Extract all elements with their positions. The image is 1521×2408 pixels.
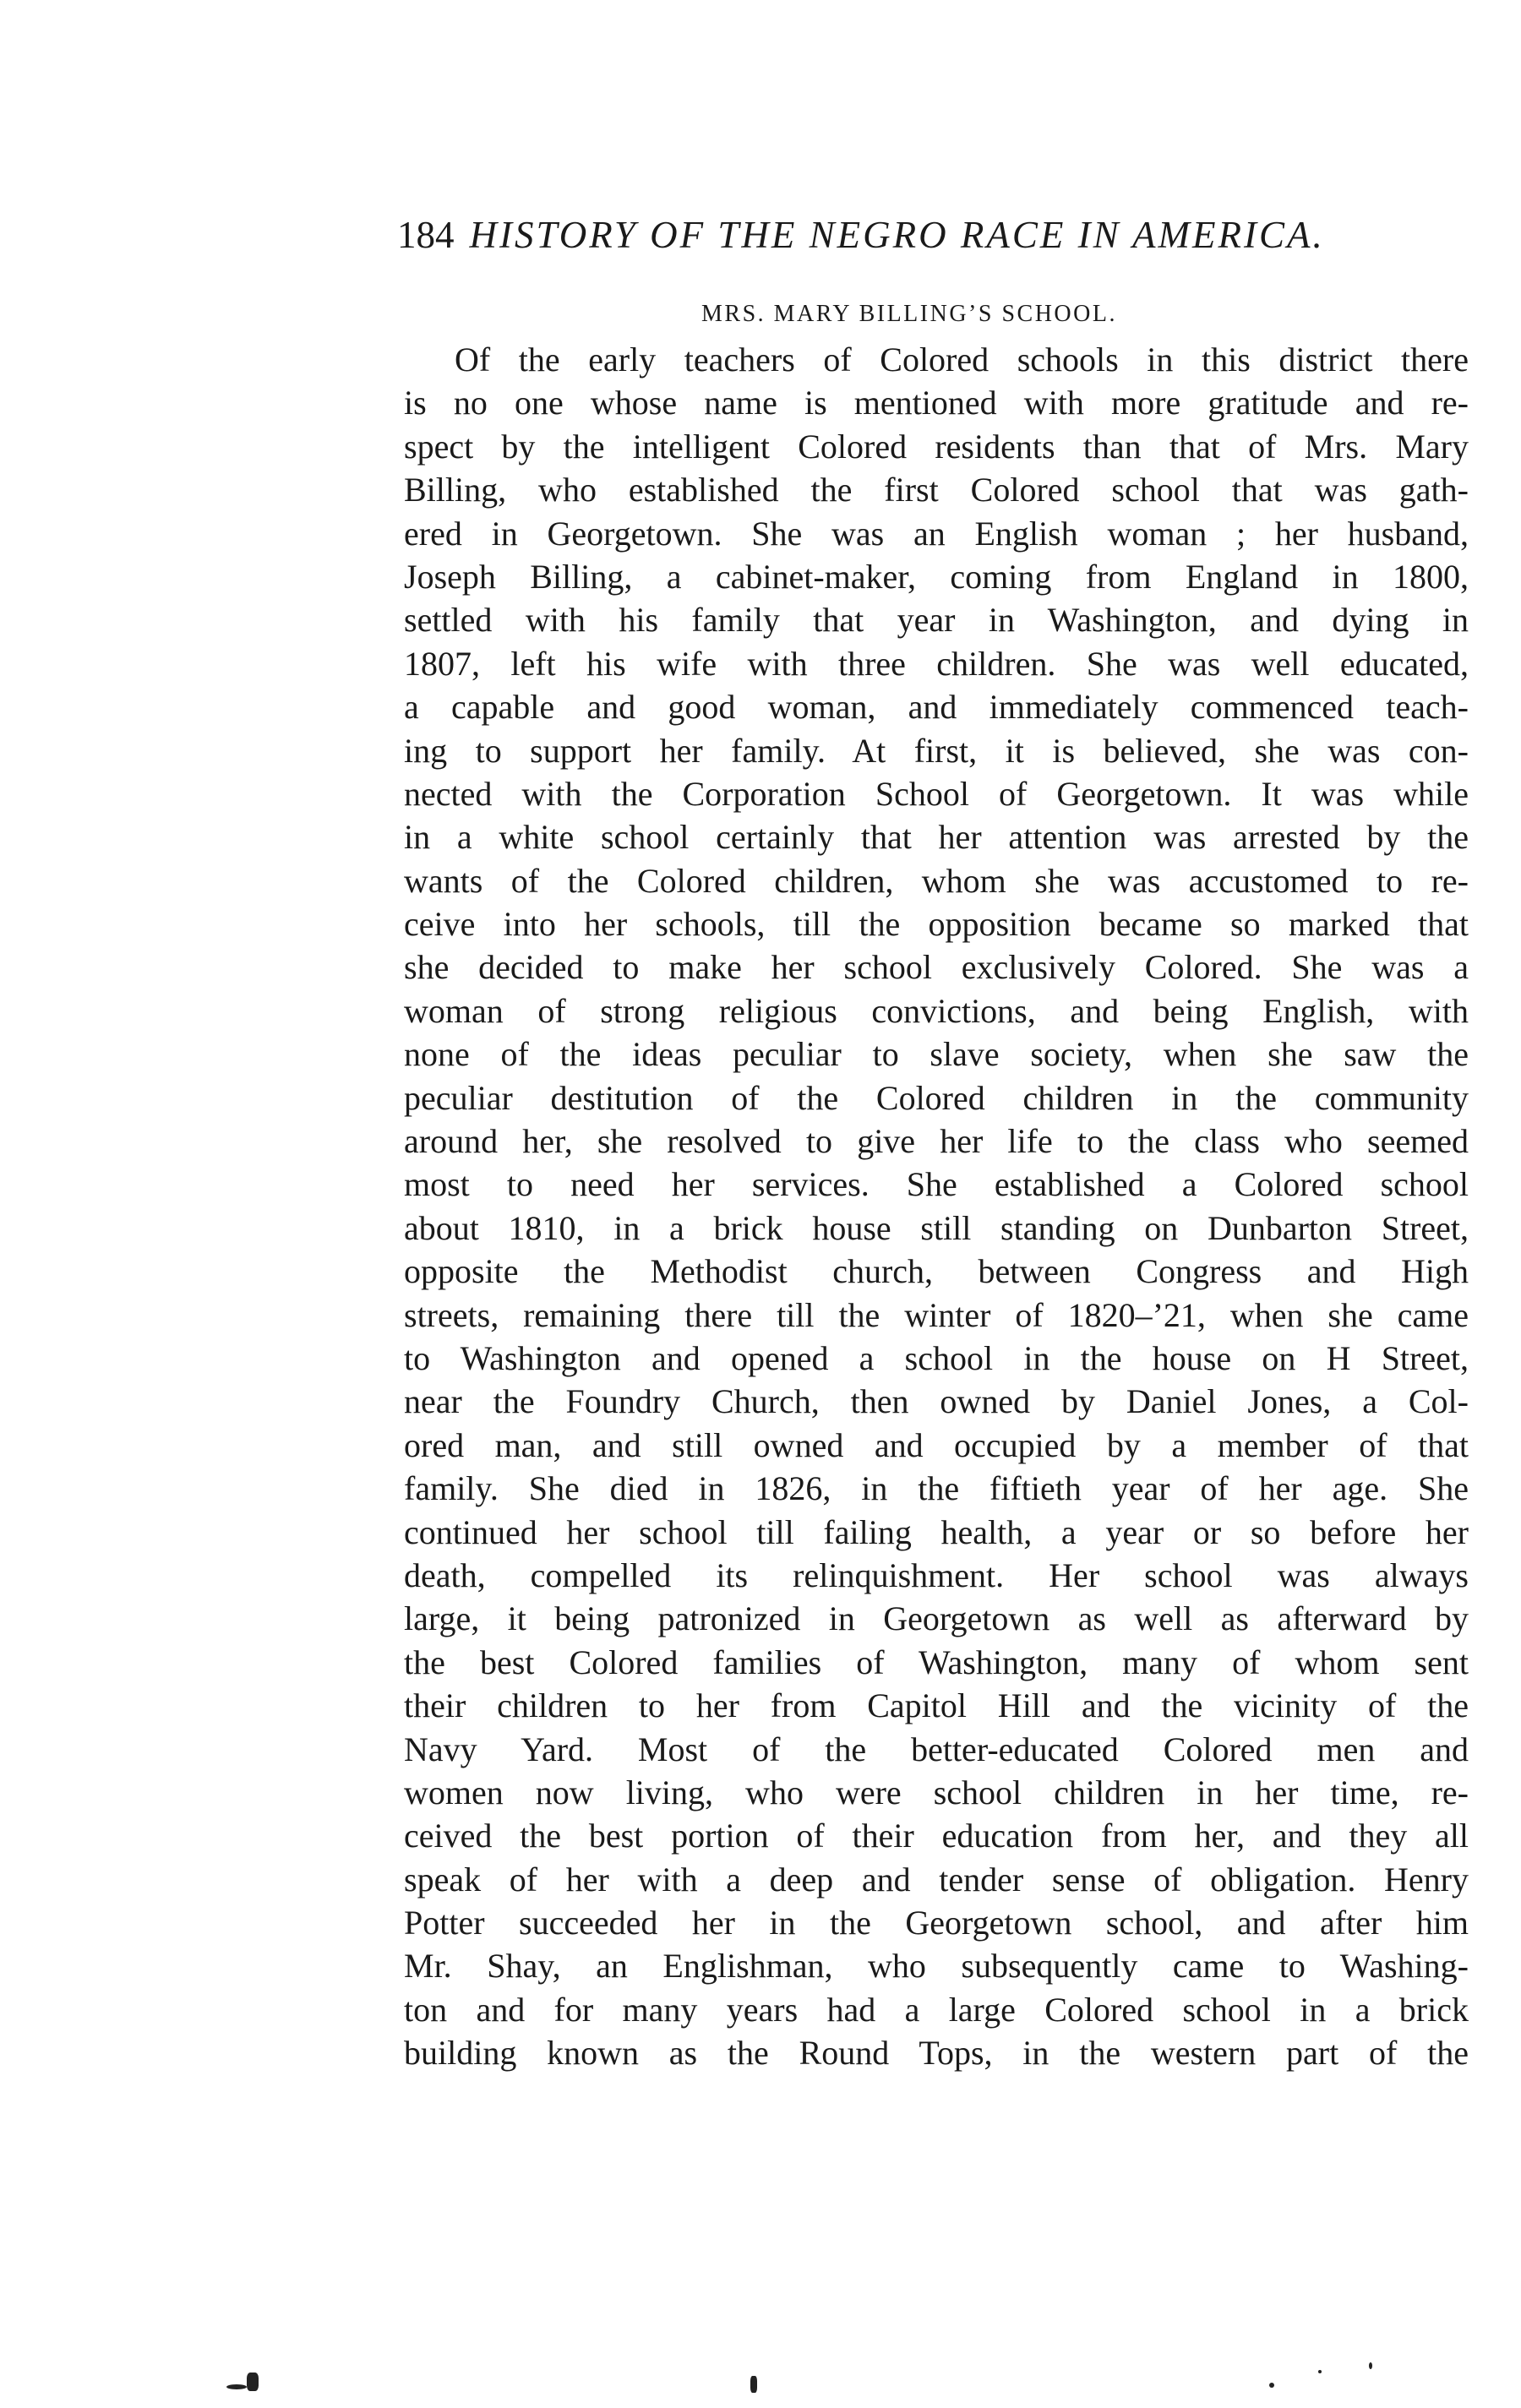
text-line: Of the early teachers of Colored schools in this district there [455, 340, 1469, 379]
text-line: around her, she resolved to give her life to the class who seemed [404, 1122, 1469, 1161]
text-line: ton and for many years had a large Colored school in a brick [404, 1990, 1469, 2029]
text-line: ceived the best portion of their education from her, and they all [404, 1817, 1469, 1855]
text-line: family. She died in 1826, in the fiftieth year of her age. She [404, 1469, 1469, 1508]
text-line: speak of her with a deep and tender sense of obligation. Henry [404, 1860, 1469, 1899]
text-line: most to need her services. She established a Colored school [404, 1165, 1469, 1204]
text-line: spect by the intelligent Colored residents than that of Mrs. Mary [404, 427, 1469, 466]
text-line: near the Foundry Church, then owned by Daniel Jones, a Col- [404, 1382, 1469, 1421]
text-line: the best Colored families of Washington, many of whom sent [404, 1643, 1469, 1681]
text-line: building known as the Round Tops, in the western part of the [404, 2034, 1469, 2073]
book-title: HISTORY OF THE NEGRO RACE IN AMERICA. [469, 214, 1325, 256]
scan-speck [1318, 2370, 1322, 2373]
scan-speck [226, 2384, 247, 2389]
text-line: Mr. Shay, an Englishman, who subsequently came to Washing- [404, 1947, 1469, 1986]
text-line: is no one whose name is mentioned with more gratitude and re- [404, 384, 1469, 422]
text-line: to Washington and opened a school in the house on H Street, [404, 1338, 1469, 1377]
text-line: streets, remaining there till the winter of 1820–’21, when she came [404, 1295, 1469, 1334]
text-line: opposite the Methodist church, between Congress and High [404, 1252, 1469, 1291]
body-text [404, 338, 1469, 2075]
text-line: 1807, left his wife with three children. She was well educated, [404, 644, 1469, 683]
text-line: women now living, who were school children in her time, re- [404, 1773, 1469, 1811]
text-line: ceive into her schools, till the opposition became so marked that [404, 905, 1469, 944]
text-line: about 1810, in a brick house still standing on Dunbarton Street, [404, 1208, 1469, 1247]
text-line: Billing, who established the first Colored school that was gath- [404, 471, 1469, 509]
text-line: Navy Yard. Most of the better-educated Colored men and [404, 1730, 1469, 1768]
scan-speck [1269, 2383, 1274, 2388]
scan-speck [1369, 2362, 1372, 2369]
text-line: continued her school till failing health, a year or so before her [404, 1512, 1469, 1551]
text-line: wants of the Colored children, whom she was accustomed to re- [404, 861, 1469, 900]
text-line: in a white school certainly that her attention was arrested by the [404, 818, 1469, 857]
text-line: woman of strong religious convictions, and being English, with [404, 991, 1469, 1030]
text-line: ing to support her family. At first, it is believed, she was con- [404, 731, 1469, 770]
text-line: death, compelled its relinquishment. Her school was always [404, 1555, 1469, 1594]
text-line: none of the ideas peculiar to slave society, when she saw the [404, 1035, 1469, 1074]
text-line: a capable and good woman, and immediately commenced teach- [404, 688, 1469, 727]
text-line: settled with his family that year in Washington, and dying in [404, 601, 1469, 640]
text-line: nected with the Corporation School of Georgetown. It was while [404, 774, 1469, 813]
text-line: large, it being patronized in Georgetown as well as afterward by [404, 1599, 1469, 1638]
text-line: peculiar destitution of the Colored children in the community [404, 1078, 1469, 1117]
scan-speck [247, 2373, 259, 2391]
text-line: Joseph Billing, a cabinet-maker, coming from England in 1800, [404, 557, 1469, 596]
scan-speck [750, 2376, 757, 2393]
text-line: their children to her from Capitol Hill and the vicinity of the [404, 1686, 1469, 1725]
text-line: she decided to make her school exclusively Colored. She was a [404, 948, 1469, 987]
page-number: 184 [397, 214, 455, 256]
section-title: MRS. MARY BILLING’S SCHOOL. [701, 301, 1117, 327]
text-line: Potter succeeded her in the Georgetown school, and after him [404, 1904, 1469, 1942]
text-line: ored man, and still owned and occupied by a member of that [404, 1425, 1469, 1464]
text-line: ered in Georgetown. She was an English woman ; her husband, [404, 514, 1469, 553]
running-head [397, 210, 1394, 260]
